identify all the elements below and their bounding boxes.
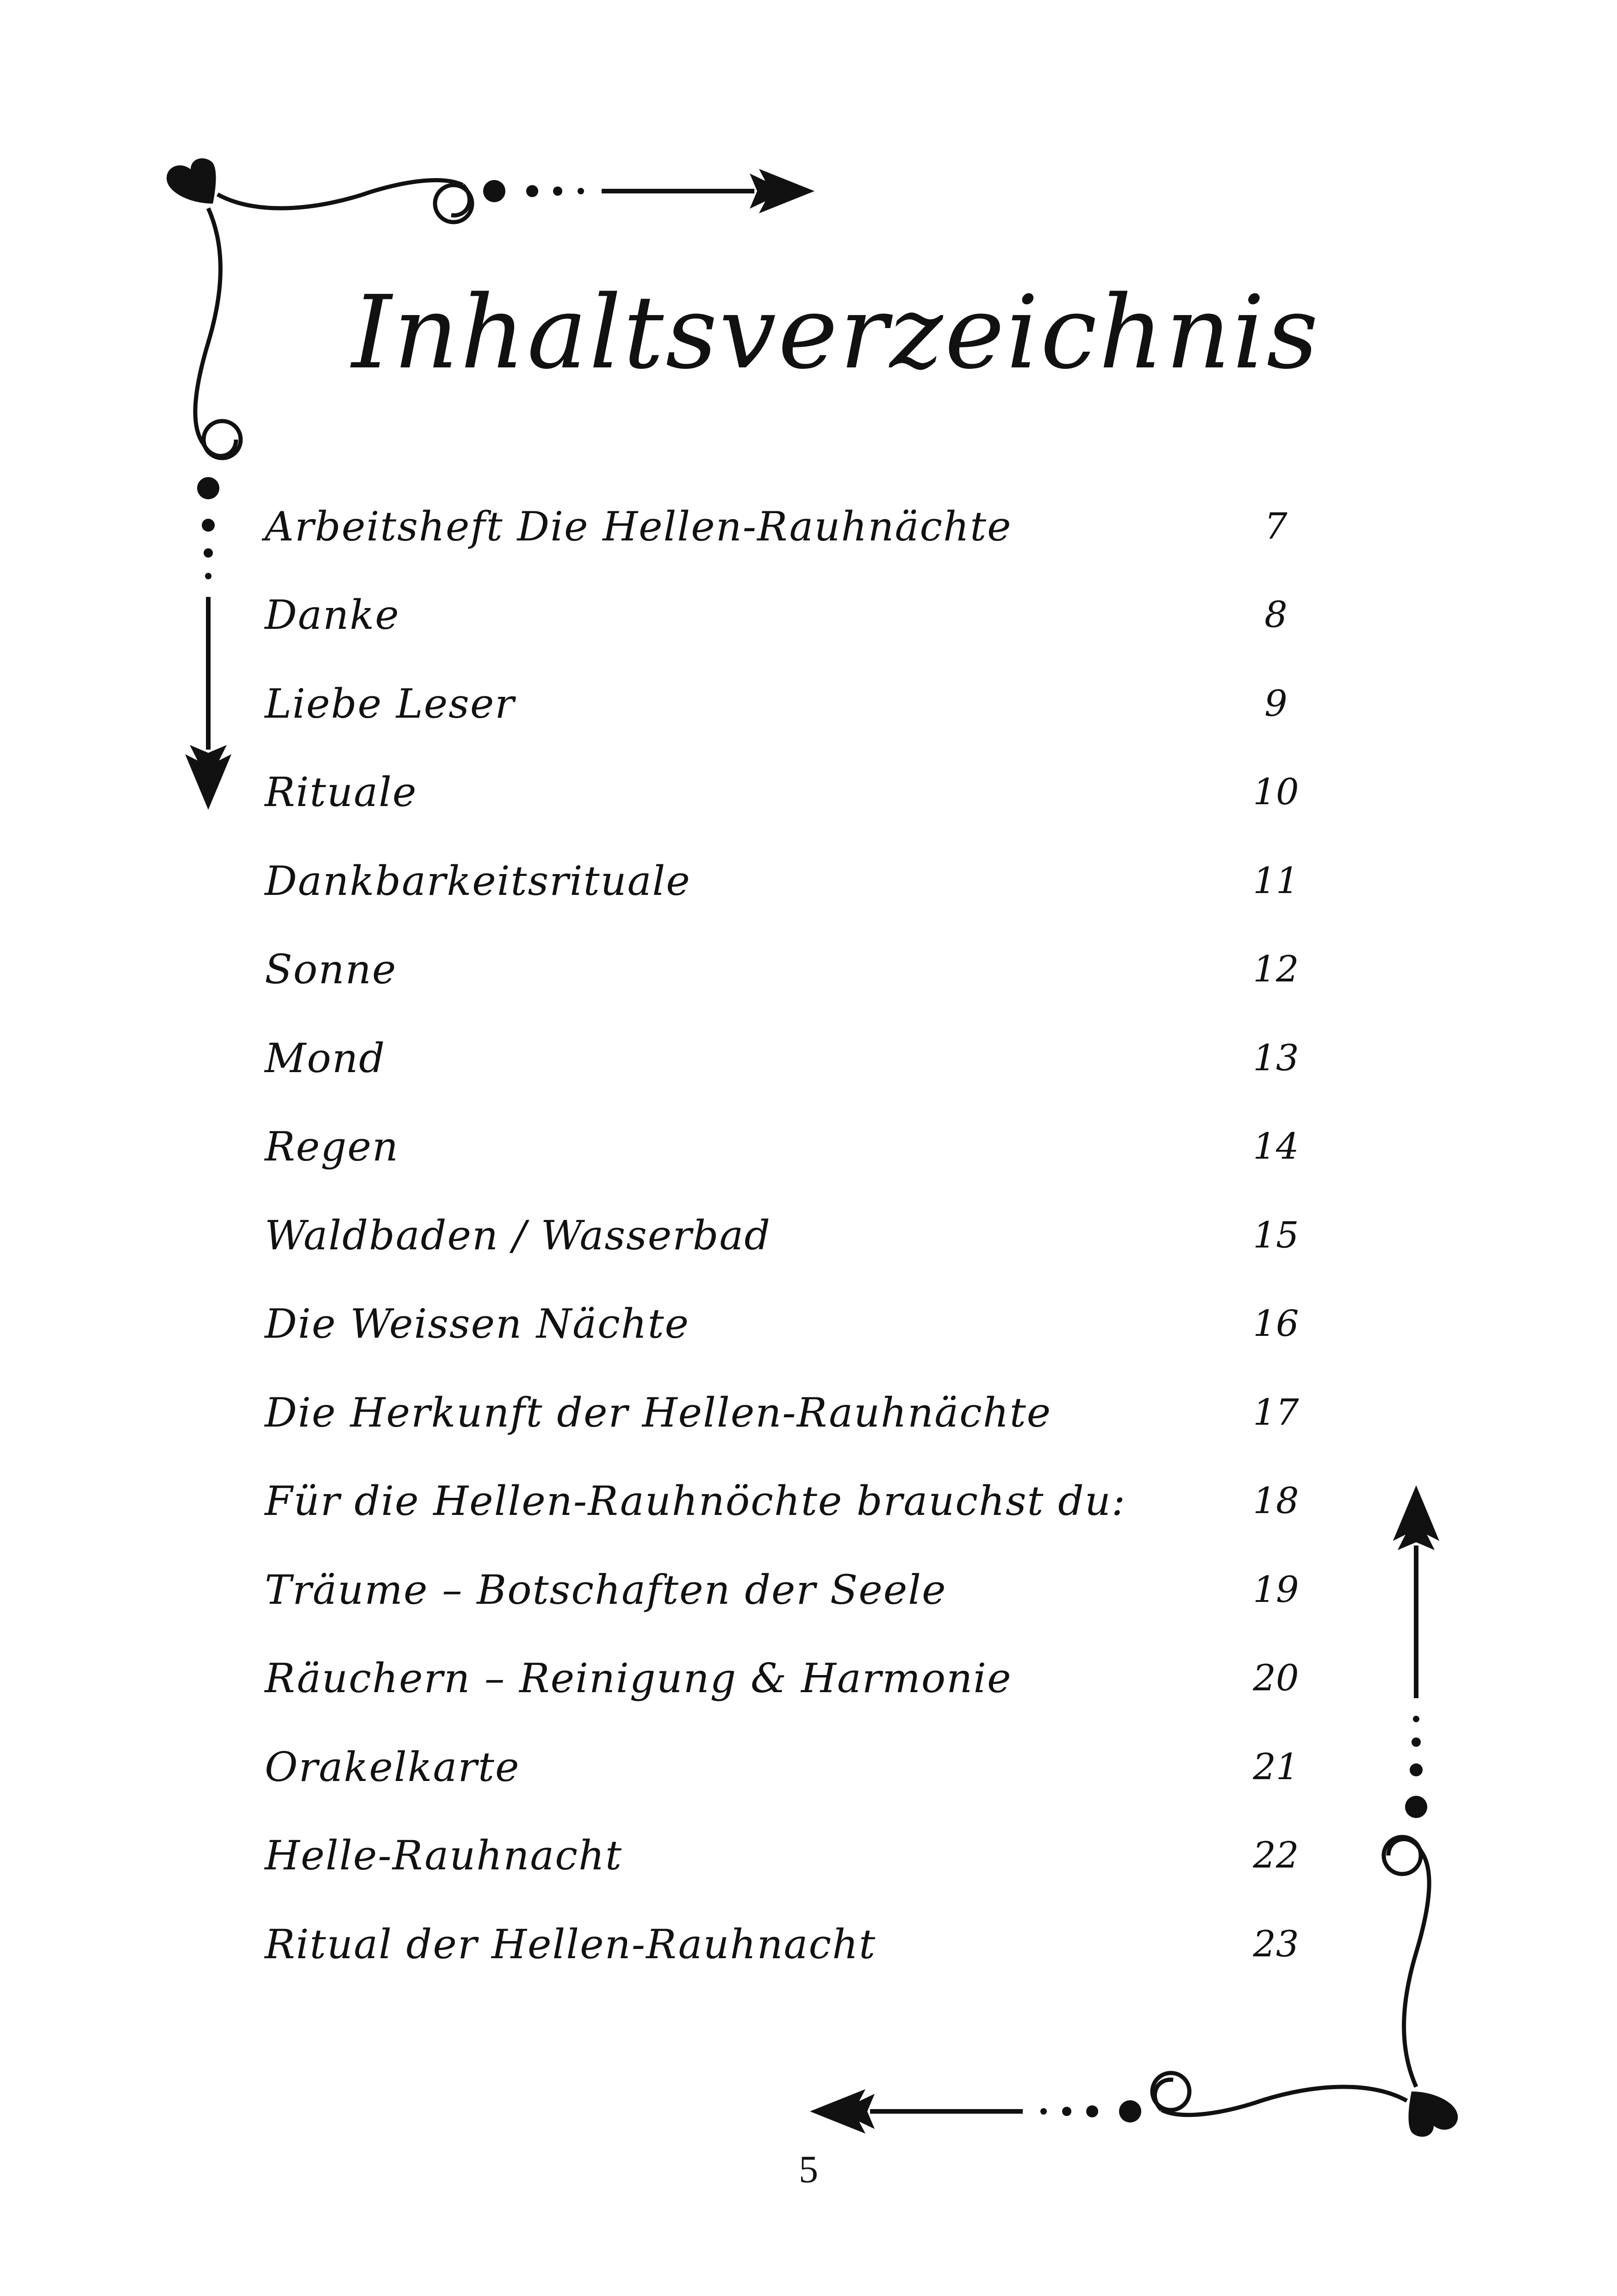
toc-entry[interactable]: [265, 837, 1315, 925]
toc-entry[interactable]: [265, 1014, 1315, 1103]
page-number: 5: [799, 2148, 818, 2191]
dots-arrow-bottom: [810, 2089, 1141, 2134]
toc-entry-title: Die Herkunft der Hellen-Rauhnächte: [265, 1389, 1052, 1436]
flourish-vertical-right: [1384, 1837, 1429, 2087]
toc-entry[interactable]: [265, 1545, 1315, 1634]
toc-entry-title: Orakelkarte: [265, 1743, 520, 1791]
toc-entry[interactable]: [265, 748, 1315, 837]
toc-entry[interactable]: [265, 1812, 1315, 1900]
toc-entry-title: Die Weissen Nächte: [265, 1300, 690, 1348]
toc-entry-title: Liebe Leser: [265, 680, 515, 727]
toc-entry-title: Dankbarkeitsrituale: [265, 857, 691, 905]
toc-entry-page: 7: [1264, 505, 1287, 547]
toc-entry-page: 18: [1253, 1480, 1299, 1522]
toc-entry-page: 17: [1253, 1391, 1299, 1433]
toc-entry-page: 23: [1253, 1923, 1299, 1965]
dots-arrow-right: [1393, 1485, 1439, 1818]
toc-entry-title: Sonne: [265, 946, 397, 993]
toc-entry-title: Waldbaden / Wasserbad: [265, 1211, 771, 1259]
toc-entry-page: 11: [1253, 860, 1299, 902]
toc-entry-title: Räuchern – Reinigung & Harmonie: [265, 1655, 1012, 1702]
toc-entry-page: 15: [1253, 1214, 1299, 1256]
toc-entry-page: 22: [1253, 1835, 1299, 1877]
toc-entry[interactable]: [265, 1103, 1315, 1191]
toc-entry-title: Rituale: [265, 769, 417, 816]
toc-entry[interactable]: [265, 1191, 1315, 1280]
toc-entry[interactable]: [265, 1900, 1315, 1989]
toc-entry[interactable]: [265, 659, 1315, 748]
toc-entry-page: 10: [1253, 771, 1299, 813]
table-of-contents: [265, 482, 1315, 1989]
flourish-horizontal-bottom: [1152, 2073, 1407, 2115]
toc-entry-title: Für die Hellen-Rauhnöchte brauchst du:: [265, 1477, 1126, 1525]
toc-entry[interactable]: [265, 1457, 1315, 1546]
toc-entry-title: Ritual der Hellen-Rauhnacht: [265, 1920, 877, 1968]
toc-entry[interactable]: [265, 1723, 1315, 1812]
toc-entry[interactable]: [265, 571, 1315, 660]
toc-entry[interactable]: [265, 1280, 1315, 1369]
toc-entry-page: 21: [1253, 1746, 1299, 1788]
toc-entry-title: Träume – Botschaften der Seele: [265, 1566, 947, 1613]
toc-entry-title: Danke: [265, 591, 400, 639]
toc-entry[interactable]: [265, 1368, 1315, 1457]
toc-entry[interactable]: [265, 925, 1315, 1014]
toc-entry-page: 9: [1264, 683, 1287, 725]
toc-entry-page: 12: [1253, 949, 1299, 991]
toc-entry-page: 20: [1253, 1657, 1299, 1700]
page-title: Inhaltsverzeichnis: [352, 274, 1320, 391]
toc-entry-page: 14: [1253, 1126, 1299, 1168]
toc-entry-page: 16: [1253, 1303, 1299, 1345]
toc-entry-page: 8: [1264, 594, 1287, 636]
toc-entry-title: Regen: [265, 1123, 399, 1171]
toc-entry[interactable]: [265, 1634, 1315, 1723]
heart-icon: [1409, 2091, 1458, 2137]
toc-entry-title: Arbeitsheft Die Hellen-Rauhnächte: [265, 503, 1012, 550]
toc-entry[interactable]: [265, 482, 1315, 571]
toc-entry-title: Helle-Rauhnacht: [265, 1832, 622, 1880]
toc-entry-title: Mond: [265, 1034, 386, 1082]
toc-entry-page: 19: [1253, 1569, 1299, 1611]
toc-entry-page: 13: [1253, 1037, 1299, 1079]
